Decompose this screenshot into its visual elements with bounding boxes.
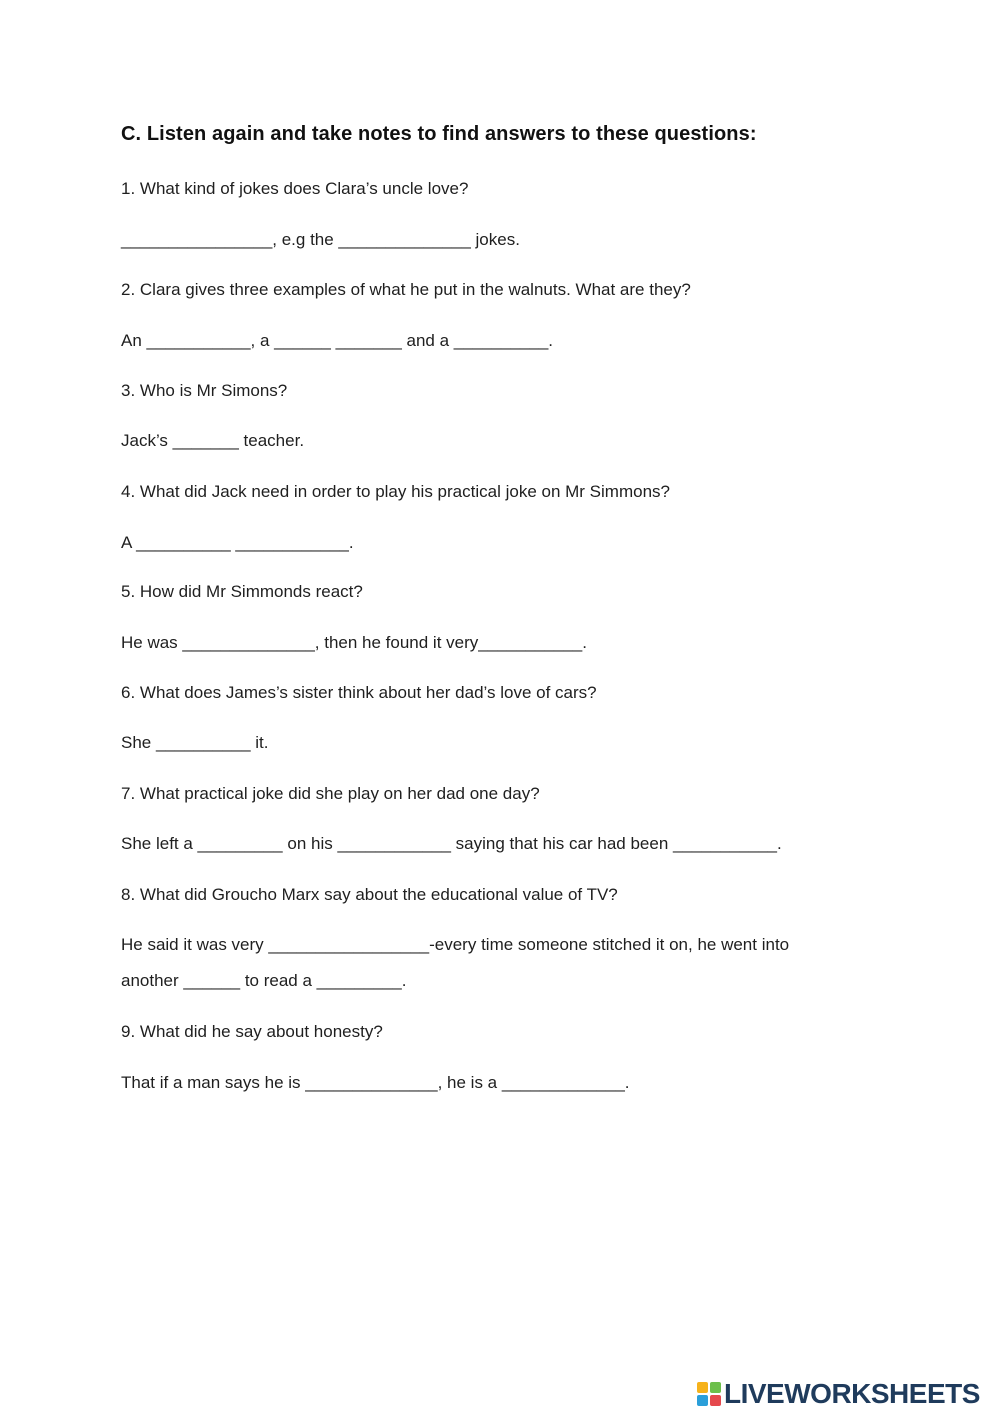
question-1: 1. What kind of jokes does Clara’s uncle love? xyxy=(121,179,469,198)
question-8: 8. What did Groucho Marx say about the educational value of TV? xyxy=(121,885,618,904)
liveworksheets-brand xyxy=(697,1377,980,1411)
liveworksheets-logo-icon xyxy=(697,1382,721,1406)
question-2: 2. Clara gives three examples of what he put in the walnuts. What are they? xyxy=(121,280,691,299)
question-9: 9. What did he say about honesty? xyxy=(121,1022,383,1041)
answer-9: That if a man says he is ______________, he is a _____________. xyxy=(121,1073,630,1092)
answer-1: ________________, e.g the ______________ jokes. xyxy=(121,230,520,249)
question-5: 5. How did Mr Simmonds react? xyxy=(121,582,363,601)
answer-8-line-2: another ______ to read a _________. xyxy=(121,971,407,990)
answer-2: An ___________, a ______ _______ and a __________. xyxy=(121,331,554,350)
answer-7: She left a _________ on his ____________ saying that his car had been ___________. xyxy=(121,834,782,853)
answer-3: Jack’s _______ teacher. xyxy=(121,431,305,450)
answer-8-line-1: He said it was very _________________-every time someone stitched it on, he went into xyxy=(121,935,790,954)
question-3: 3. Who is Mr Simons? xyxy=(121,381,288,400)
question-7: 7. What practical joke did she play on her dad one day? xyxy=(121,784,540,803)
brand-name: LIVEWORKSHEETS xyxy=(724,1378,980,1409)
section-heading: C. Listen again and take notes to find answers to these questions: xyxy=(121,123,757,145)
answer-6: She __________ it. xyxy=(121,733,269,752)
answer-5: He was ______________, then he found it very___________. xyxy=(121,633,587,652)
question-4: 4. What did Jack need in order to play his practical joke on Mr Simmons? xyxy=(121,482,670,501)
question-6: 6. What does James’s sister think about her dad’s love of cars? xyxy=(121,683,597,702)
answer-4: A __________ ____________. xyxy=(121,533,354,552)
